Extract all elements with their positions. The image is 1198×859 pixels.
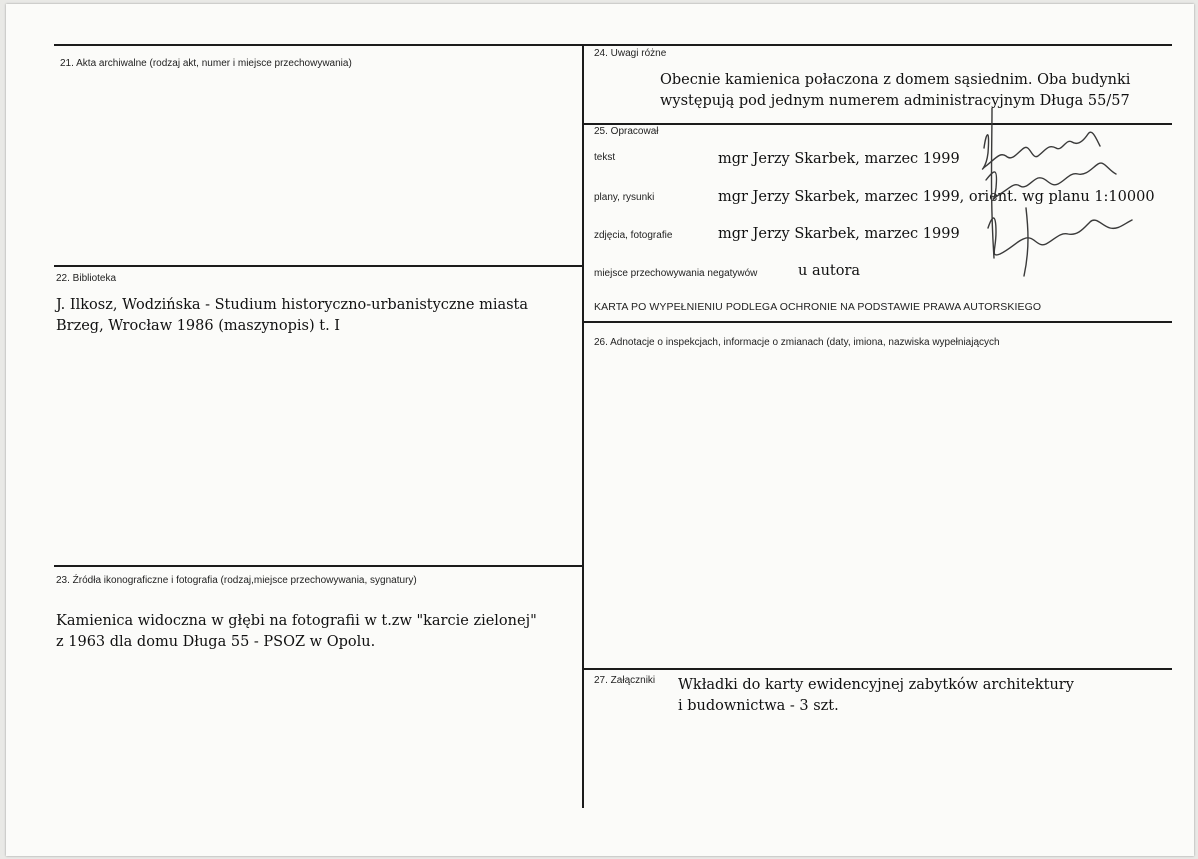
section-21-label: 21. Akta archiwalne (rodzaj akt, numer i miejsce przechowywania) <box>60 58 352 69</box>
negatywy-value: u autora <box>798 263 861 279</box>
heritage-record-card <box>6 4 1194 856</box>
divider-top <box>54 44 1172 46</box>
negatywy-label: miejsce przechowywania negatywów <box>594 268 758 279</box>
divider-center <box>582 44 584 808</box>
section-27-line-2: i budownictwa - 3 szt. <box>678 698 839 714</box>
section-23-line-1: Kamienica widoczna w głębi na fotografii w t.zw "karcie zielonej" <box>56 613 537 629</box>
section-27-label: 27. Załączniki <box>594 675 656 686</box>
section-22-line-2: Brzeg, Wrocław 1986 (maszynopis) t. I <box>56 318 341 334</box>
divider-left-23 <box>54 565 583 567</box>
section-23-label: 23. Źródła ikonograficzne i fotografia (rodzaj,miejsce przechowywania, sygnatury) <box>56 575 417 586</box>
zdjecia-value: mgr Jerzy Skarbek, marzec 1999 <box>718 226 960 242</box>
tekst-label: tekst <box>594 152 616 163</box>
author-signature <box>966 108 1146 280</box>
zdjecia-label: zdjęcia, fotografie <box>594 230 673 241</box>
plany-value: mgr Jerzy Skarbek, marzec 1999, orient. wg planu 1:10000 <box>718 189 1155 205</box>
section-24-label: 24. Uwagi różne <box>594 48 667 59</box>
section-27-line-1: Wkładki do karty ewidencyjnej zabytków architektury <box>678 677 1074 693</box>
section-25-label: 25. Opracował <box>594 126 659 137</box>
copyright-notice: KARTA PO WYPEŁNIENIU PODLEGA OCHRONIE NA PODSTAWIE PRAWA AUTORSKIEGO <box>594 301 1042 313</box>
section-24-line-1: Obecnie kamienica połaczona z domem sąsiednim. Oba budynki <box>660 72 1131 88</box>
divider-left-22 <box>54 265 583 267</box>
section-22-line-1: J. Ilkosz, Wodzińska - Studium historyczno-urbanistyczne miasta <box>56 297 529 313</box>
section-23-line-2: z 1963 dla domu Długa 55 - PSOZ w Opolu. <box>56 634 376 650</box>
tekst-value: mgr Jerzy Skarbek, marzec 1999 <box>718 151 960 167</box>
section-26-label: 26. Adnotacje o inspekcjach, informacje o zmianach (daty, imiona, nazwiska wypełniających <box>594 337 1000 348</box>
section-24-line-2: występują pod jednym numerem administracyjnym Długa 55/57 <box>660 93 1130 109</box>
divider-right-26 <box>583 321 1172 323</box>
divider-right-27 <box>583 668 1172 670</box>
plany-label: plany, rysunki <box>594 192 655 203</box>
section-22-label: 22. Biblioteka <box>56 273 117 284</box>
